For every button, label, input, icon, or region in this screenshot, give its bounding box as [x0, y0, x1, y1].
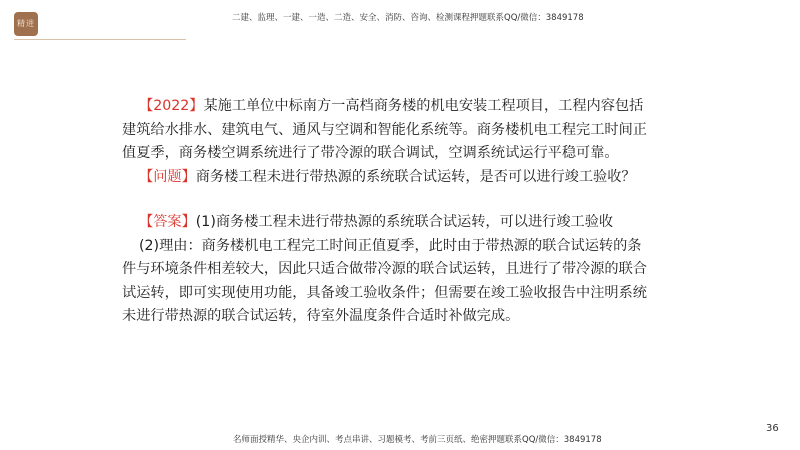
- answer-part1: (1)商务楼工程未进行带热源的系统联合试运转，可以进行竣工验收: [195, 214, 614, 230]
- header-banner: 二建、监理、一建、一造、二造、安全、消防、咨询、检测课程押题联系QQ/微信：3849178: [232, 13, 584, 23]
- ask-tag: 【问题】: [139, 168, 196, 185]
- answer-paragraph: [122, 211, 652, 235]
- header-divider: [14, 39, 186, 40]
- slide-content: [122, 95, 652, 329]
- page-number: 36: [766, 423, 779, 434]
- question-tag: 【2022】: [139, 98, 204, 114]
- question-text: 某施工单位中标南方一高档商务楼的机电安装工程项目，工程内容包括建筑给水排水、建筑电气、通风与空调和智能化系统等。商务楼机电工程完工时间正值夏季，商务楼空调系统进行了带冷源的联合调试，空调系统试运行平稳可靠。: [122, 98, 647, 161]
- question-paragraph: [122, 95, 652, 166]
- answer-reason-paragraph: [122, 235, 652, 329]
- answer-part2: (2)理由：商务楼机电工程完工时间正值夏季，此时由于带热源的联合试运转的条件与环境条件相差较大，因此只适合做带冷源的联合试运转，且进行了带冷源的联合试运转，即可实现使用功能，具备竣工验收条件；但需要在竣工验收报告中注明系统未进行带热源的联合试运转，待室外温度条件合适时补做完成。: [122, 237, 647, 324]
- logo: 精进: [14, 12, 38, 36]
- footer-banner: 名师面授精华、央企内训、考点串讲、习题模考、考前三页纸、绝密押题联系QQ/微信：3849178: [233, 435, 602, 445]
- ask-paragraph: [122, 166, 652, 190]
- answer-tag: 【答案】: [139, 214, 196, 230]
- ask-text: 商务楼工程未进行带热源的系统联合试运转，是否可以进行竣工验收？: [195, 168, 636, 185]
